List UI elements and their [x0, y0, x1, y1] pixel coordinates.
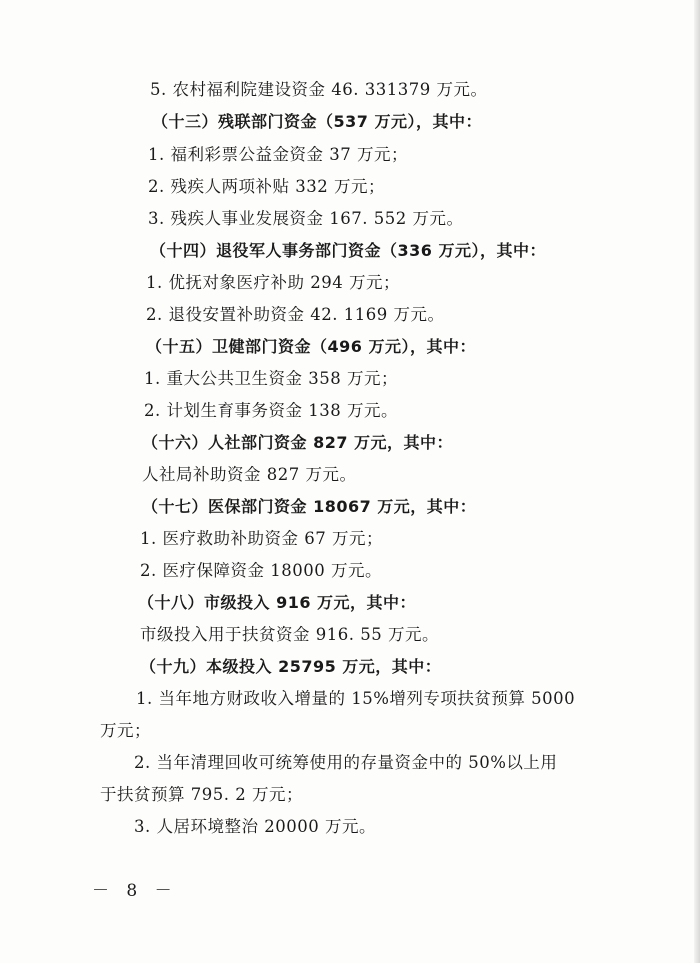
- section-heading: （十三）残联部门资金（537 万元），其中：: [152, 112, 482, 131]
- text-line: 1. 福利彩票公益金资金 37 万元；: [148, 145, 408, 164]
- text-line: 2. 当年清理回收可统筹使用的存量资金中的 50%以上用: [134, 753, 558, 772]
- text-line: 3. 人居环境整治 20000 万元。: [134, 817, 376, 836]
- text-line: 市级投入用于扶贫资金 916. 55 万元。: [140, 625, 439, 644]
- text-line: 于扶贫预算 795. 2 万元；: [100, 785, 303, 804]
- text-line: 3. 残疾人事业发展资金 167. 552 万元。: [148, 209, 464, 228]
- section-heading: （十六）人社部门资金 827 万元，其中：: [142, 433, 454, 452]
- text-line: 5. 农村福利院建设资金 46. 331379 万元。: [150, 80, 488, 99]
- section-heading: （十九）本级投入 25795 万元，其中：: [140, 657, 442, 676]
- scan-edge: [694, 0, 700, 963]
- text-line: 1. 医疗救助补助资金 67 万元；: [140, 529, 383, 548]
- text-line: 2. 残疾人两项补贴 332 万元；: [148, 177, 385, 196]
- text-line: 2. 医疗保障资金 18000 万元。: [140, 561, 382, 580]
- section-heading: （十八）市级投入 916 万元，其中：: [138, 593, 417, 612]
- section-heading: （十七）医保部门资金 18067 万元，其中：: [142, 497, 477, 516]
- text-line: 万元；: [100, 721, 151, 740]
- text-line: 1. 当年地方财政收入增量的 15%增列专项扶贫预算 5000: [136, 689, 576, 708]
- section-heading: （十五）卫健部门资金（496 万元），其中：: [146, 337, 476, 356]
- text-line: 2. 退役安置补助资金 42. 1169 万元。: [146, 305, 445, 324]
- text-line: 1. 重大公共卫生资金 358 万元；: [144, 369, 398, 388]
- page-number: － 8 －: [92, 881, 178, 901]
- section-heading: （十四）退役军人事务部门资金（336 万元），其中：: [150, 241, 546, 260]
- text-line: 人社局补助资金 827 万元。: [142, 465, 357, 484]
- text-line: 1. 优抚对象医疗补助 294 万元；: [146, 273, 400, 292]
- text-line: 2. 计划生育事务资金 138 万元。: [144, 401, 398, 420]
